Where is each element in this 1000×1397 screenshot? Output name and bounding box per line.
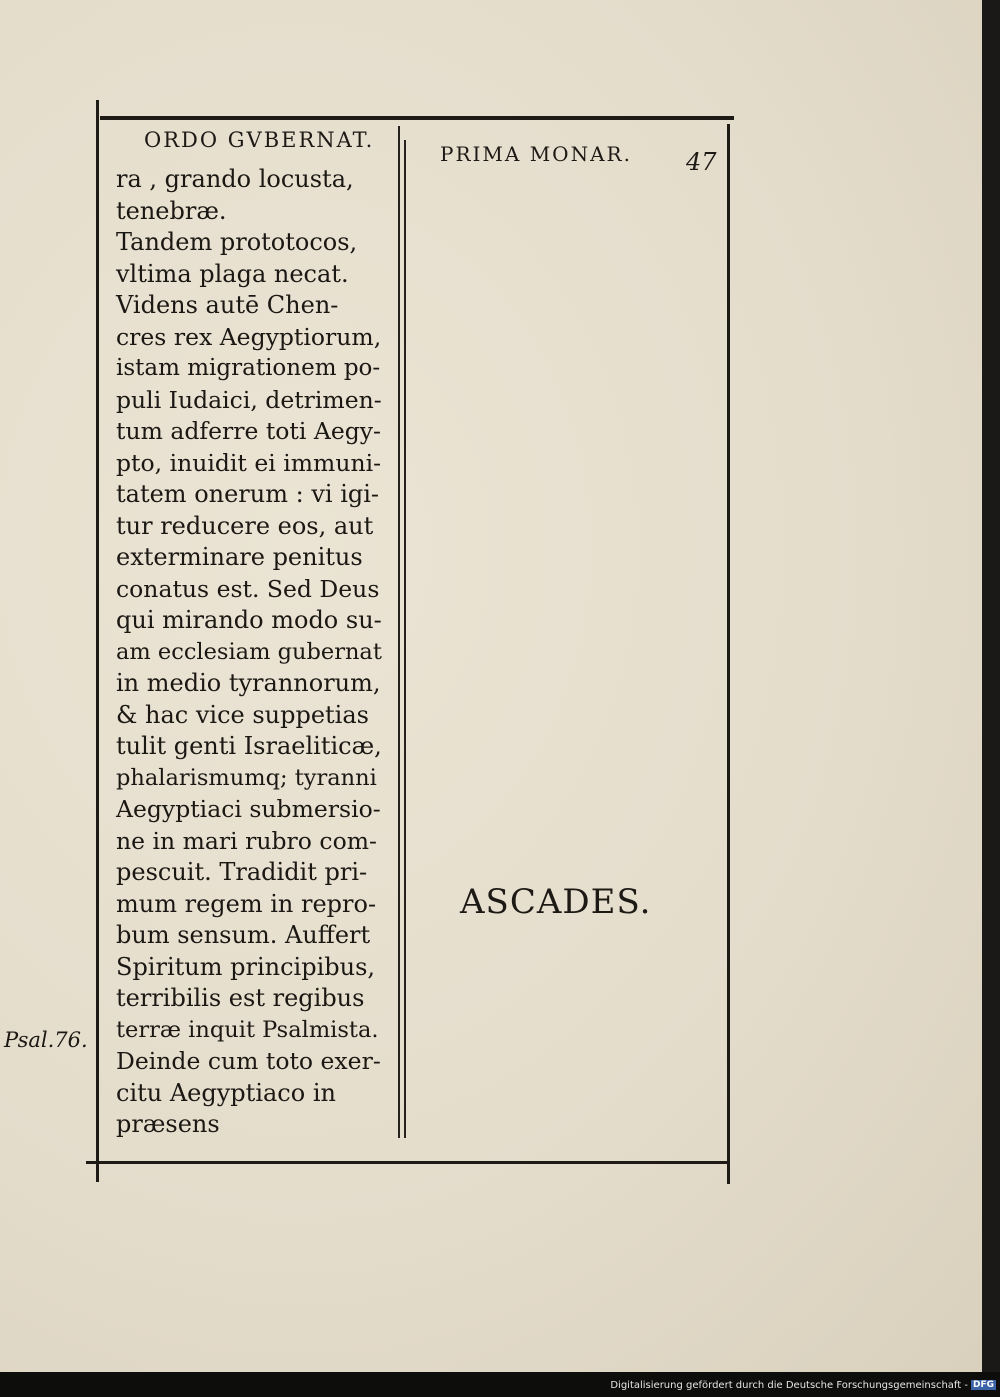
main-text-column: [116, 164, 382, 1141]
text-line: qui mirando modo su-: [116, 606, 382, 634]
text-line: pto, inuidit ei immuni-: [116, 448, 382, 477]
right-column-heading: ASCADES.: [460, 882, 652, 922]
text-line: Aegyptiaci submersio-: [116, 795, 381, 823]
text-line: Tandem prototocos,: [116, 228, 358, 256]
text-line: tur reducere eos, aut: [116, 511, 374, 540]
text-line: cres rex Aegyptiorum,: [116, 322, 382, 351]
credit-text: Digitalisierung gefördert durch die Deutsche Forschungsgemeinschaft -: [610, 1380, 968, 1391]
text-line: Spiritum principibus,: [116, 952, 376, 981]
text-line: istam migrationem po-: [116, 355, 381, 381]
text-line: puli Iudaici, detrimen-: [116, 385, 382, 414]
text-line: ne in mari rubro com-: [116, 826, 377, 855]
text-line: & hac vice suppetias: [116, 700, 369, 729]
frame-top-rule: [100, 116, 734, 120]
text-line: in medio tyrannorum,: [116, 669, 381, 697]
frame-bottom-rule: [86, 1161, 730, 1164]
text-line: tum adferre toti Aegy-: [116, 417, 381, 445]
text-line: citu Aegyptiaco in: [116, 1078, 336, 1107]
text-line: exterminare penitus: [116, 543, 363, 571]
text-line: vltima plaga necat.: [116, 259, 349, 288]
text-line: ra , grando locusta,: [116, 165, 354, 193]
column-divider-left: [398, 126, 400, 1138]
text-line: tatem onerum : vi igi-: [116, 480, 380, 508]
text-line: tulit genti Israeliticæ,: [116, 732, 382, 760]
text-line: terræ inquit Psalmista.: [116, 1016, 379, 1043]
running-head-right: PRIMA MONAR.: [440, 142, 632, 166]
frame-left-rule: [96, 100, 99, 1182]
text-line: bum sensum. Auffert: [116, 921, 371, 949]
text-line: phalarismumq; tyranni: [116, 764, 377, 791]
text-line: mum regem in repro-: [116, 889, 377, 918]
scan-edge-right: [982, 0, 1000, 1372]
page-number: 47: [686, 148, 717, 176]
text-line: conatus est. Sed Deus: [116, 574, 380, 603]
text-line: pescuit. Tradidit pri-: [116, 858, 368, 886]
running-head-left: ORDO GVBERNAT.: [144, 128, 375, 152]
text-line: Videns autē Chen-: [116, 291, 339, 319]
marginal-note: Psal.76.: [4, 1028, 88, 1052]
digitization-credit: [610, 1380, 996, 1391]
text-line: terribilis est regibus: [116, 984, 365, 1012]
text-line: tenebræ.: [116, 196, 227, 225]
column-divider-right: [404, 140, 406, 1138]
text-line: am ecclesiam gubernat: [116, 638, 382, 665]
frame-right-rule: [727, 124, 730, 1184]
text-line: Deinde cum toto exer-: [116, 1047, 381, 1075]
text-line: præsens: [116, 1110, 220, 1138]
dfg-logo: DFG: [972, 1380, 994, 1390]
